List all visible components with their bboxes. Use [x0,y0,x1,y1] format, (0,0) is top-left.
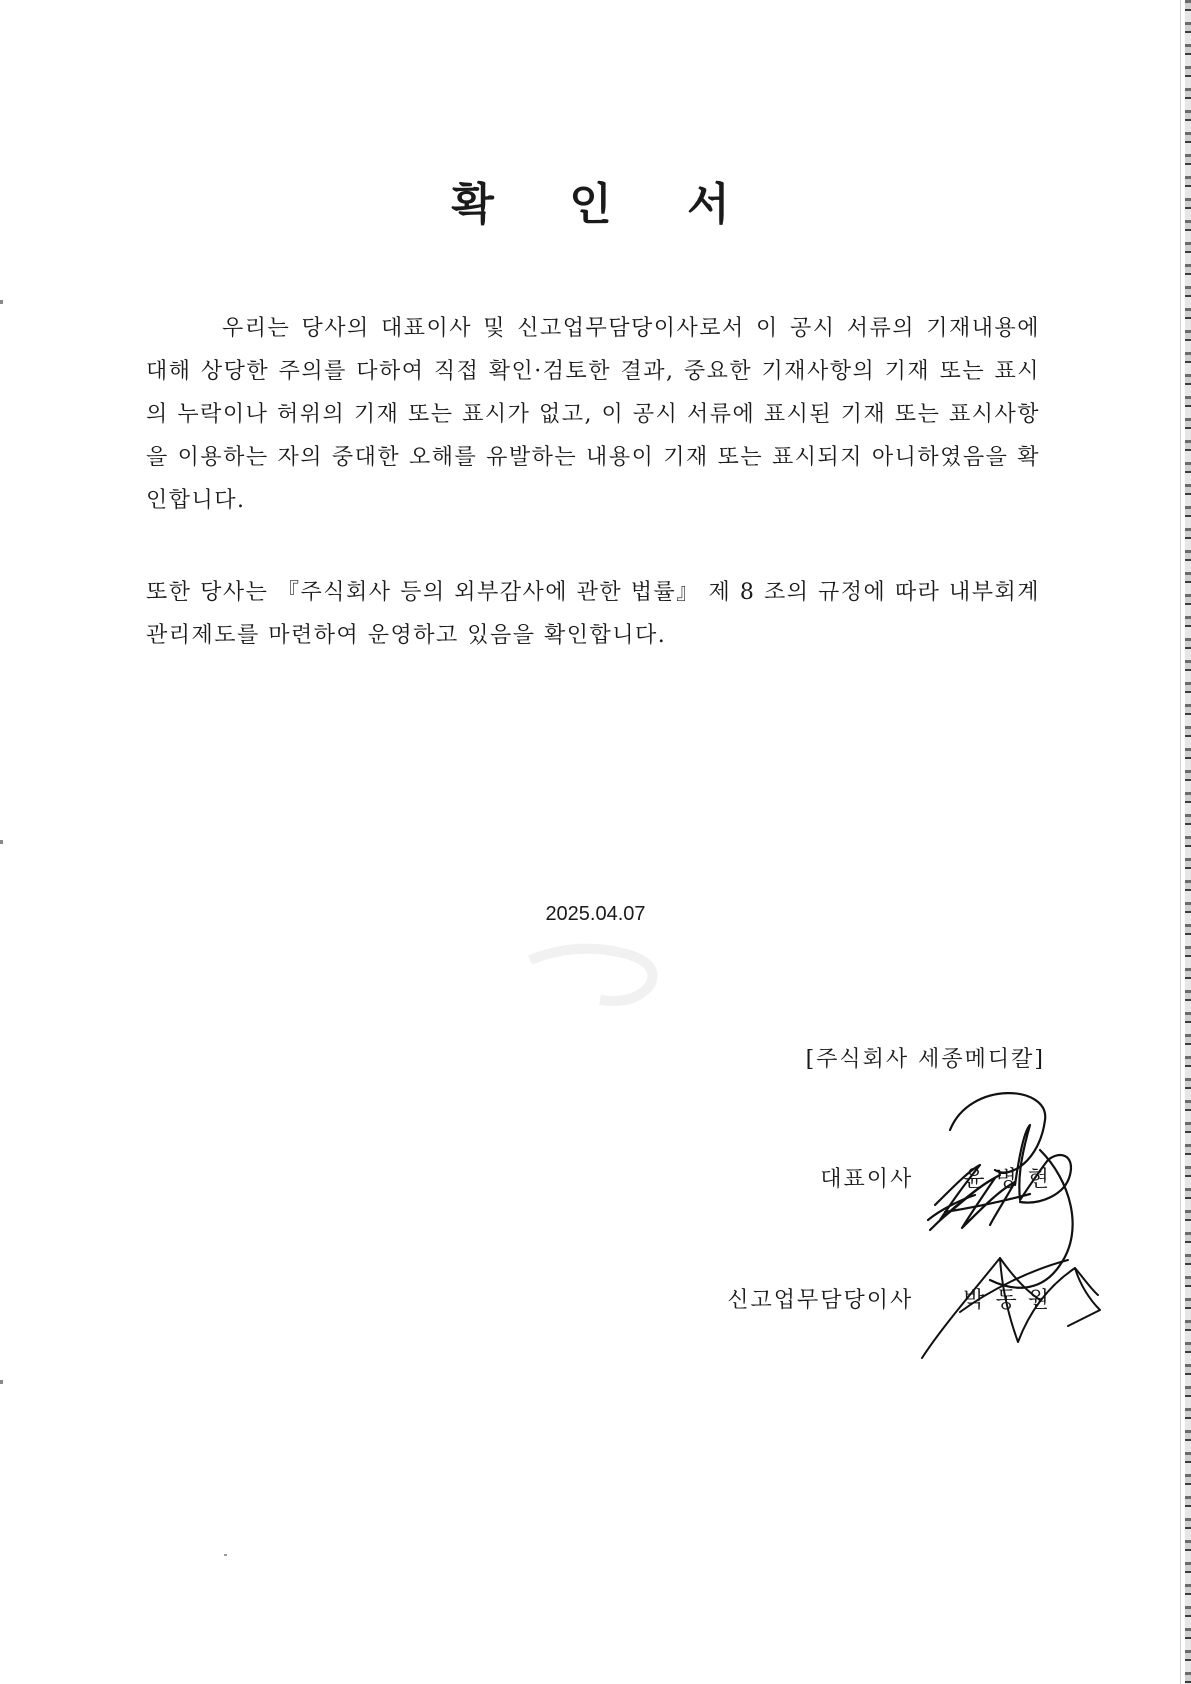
scan-artifact-left-edge [0,0,3,1684]
scan-artifact-right-line [1180,0,1181,1684]
officer-role: 신고업무담당이사 [727,1288,914,1313]
handwritten-signatures [900,1090,1160,1360]
scan-speck [224,1554,227,1556]
scan-artifact-right-edge [1185,0,1191,1684]
officer-name: 박 동 원 [963,1288,1051,1313]
confirmation-paragraph: 우리는 당사의 대표이사 및 신고업무담당이사로서 이 공시 서류의 기재내용에 대해 상당한 주의를 다하여 직접 확인·검토한 결과, 중요한 기재사항의 기재 또는 표시의 누락이나 허위의 기재 또는 표시가 없고, 이 공시 서류에 표시된 기재 또는 표시사항을 이용하는 자의 중대한 오해를 유발하는 내용이 기재 또는 표시되지 아니하였음을 확인합니다. [146,316,1040,513]
internal-control-paragraph: 또한 당사는 『주식회사 등의 외부감사에 관한 법률』 제 8 조의 규정에 따라 내부회계 관리제도를 마련하여 운영하고 있음을 확인합니다. [146,580,1040,648]
faint-stamp-mark [520,930,680,1010]
ceo-name: 윤 병 현 [963,1167,1051,1192]
ceo-role: 대표이사 [820,1167,914,1192]
company-name: [주식회사 세종메디칼] [805,1047,1045,1072]
document-date: 2025.04.07 [545,903,646,925]
document-title: 확 인 서 [451,179,760,230]
